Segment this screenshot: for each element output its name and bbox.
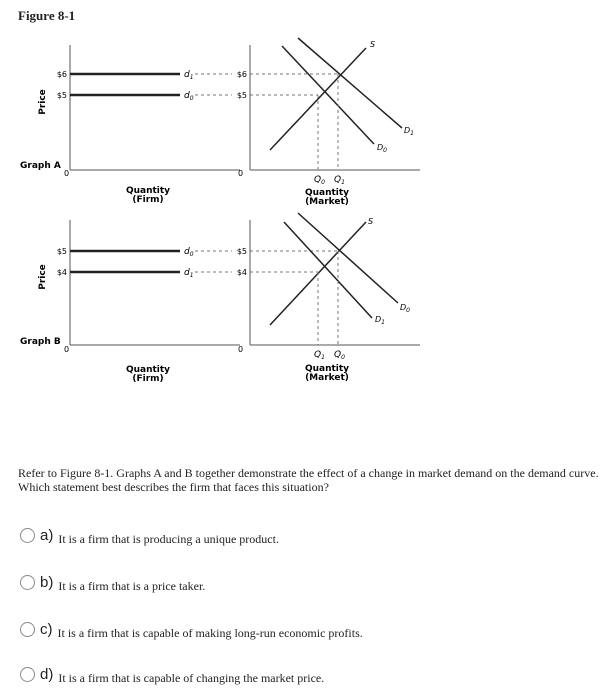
option-c-text: It is a firm that is capable of making long-run economic profits. [57,625,363,640]
graph-a-market-price-lo: $5 [236,91,247,100]
graph-a-supply-curve [270,48,366,150]
graph-b-firm-price-hi: $5 [56,247,67,256]
option-c-radio[interactable] [20,622,35,637]
graph-b-d0-label: $D_0$ [400,303,410,314]
option-c-letter: c) [40,620,53,638]
option-d-letter: d) [40,665,54,683]
graph-b-firm-zero: 0 [64,345,70,354]
graph-a-market-zero: 0 [238,169,244,178]
graph-b-firm-d1-label: $d_1$ [184,268,194,279]
graph-a-supply-label: S [370,40,376,49]
graph-b-name: Graph B [20,337,61,347]
graph-a-firm-xlabel: Quantity [125,186,171,196]
graph-b-market-xlabel: Quantity [304,364,350,374]
graph-a-market-price-hi: $6 [236,70,247,79]
graph-a-market-xlabel: Quantity [304,188,350,198]
option-a-text: It is a firm that is producing a unique product. [58,531,279,546]
graph-b-supply-label: S [368,217,374,226]
graph-b-market-price-hi: $5 [236,247,247,256]
graph-b-firm-xlabel: Quantity [125,365,171,375]
option-b-letter: b) [40,573,54,591]
option-a[interactable] [20,525,279,545]
option-d[interactable] [20,664,324,684]
graph-b [20,213,420,384]
graph-b-demand-d0-curve [298,213,398,303]
graph-b-market-price-lo: $4 [236,268,247,277]
graph-a-price-label: Price [38,89,48,115]
graph-b-demand-d1-curve [284,222,372,318]
option-a-radio[interactable] [20,528,35,543]
graph-b-d1-label: $D_1$ [375,315,385,326]
graph-a-q1-label: $Q_1$ [334,175,345,186]
graph-b-firm-d0-label: $d_0$ [184,247,194,258]
option-d-radio[interactable] [20,667,35,682]
figure-title: Figure 8-1 [18,8,76,23]
graph-a-demand-d0-curve [282,46,374,144]
graph-a-d0-label: $D_0$ [377,143,387,154]
graph-a [20,38,420,207]
graph-a-firm-xlabel-sub: (Firm) [132,195,164,205]
question-text: Refer to Figure 8-1. Graphs A and B together demonstrate the effect of a change in market demand on the demand curve. Which statement best describes the firm that faces this situation? [18,466,599,494]
graph-b-firm-price-lo: $4 [56,268,67,277]
option-c[interactable] [20,619,363,639]
graph-a-firm-d1-label: $d_1$ [184,70,194,81]
graph-a-market-xlabel-sub: (Market) [305,197,349,207]
graph-a-name: Graph A [20,161,61,171]
graph-a-q0-label: $Q_0$ [314,175,325,186]
option-a-letter: a) [40,526,54,544]
graph-a-firm-price-lo: $5 [56,91,67,100]
graph-b-market-zero: 0 [238,345,244,354]
option-d-text: It is a firm that is capable of changing the market price. [58,670,325,685]
graph-a-demand-d1-curve [298,38,402,128]
graph-b-market-xlabel-sub: (Market) [305,373,349,383]
graph-a-firm-d0-label: $d_0$ [184,91,194,102]
graph-a-firm-price-hi: $6 [56,70,67,79]
option-b-radio[interactable] [20,575,35,590]
graph-b-q1-label: $Q_1$ [314,350,325,361]
option-b[interactable] [20,572,205,592]
graph-b-firm-xlabel-sub: (Firm) [132,374,164,384]
graph-a-firm-zero: 0 [64,169,70,178]
graph-a-d1-label: $D_1$ [404,126,414,137]
graph-b-q0-label: $Q_0$ [334,350,345,361]
graph-b-price-label: Price [38,264,48,290]
option-b-text: It is a firm that is a price taker. [58,578,206,593]
